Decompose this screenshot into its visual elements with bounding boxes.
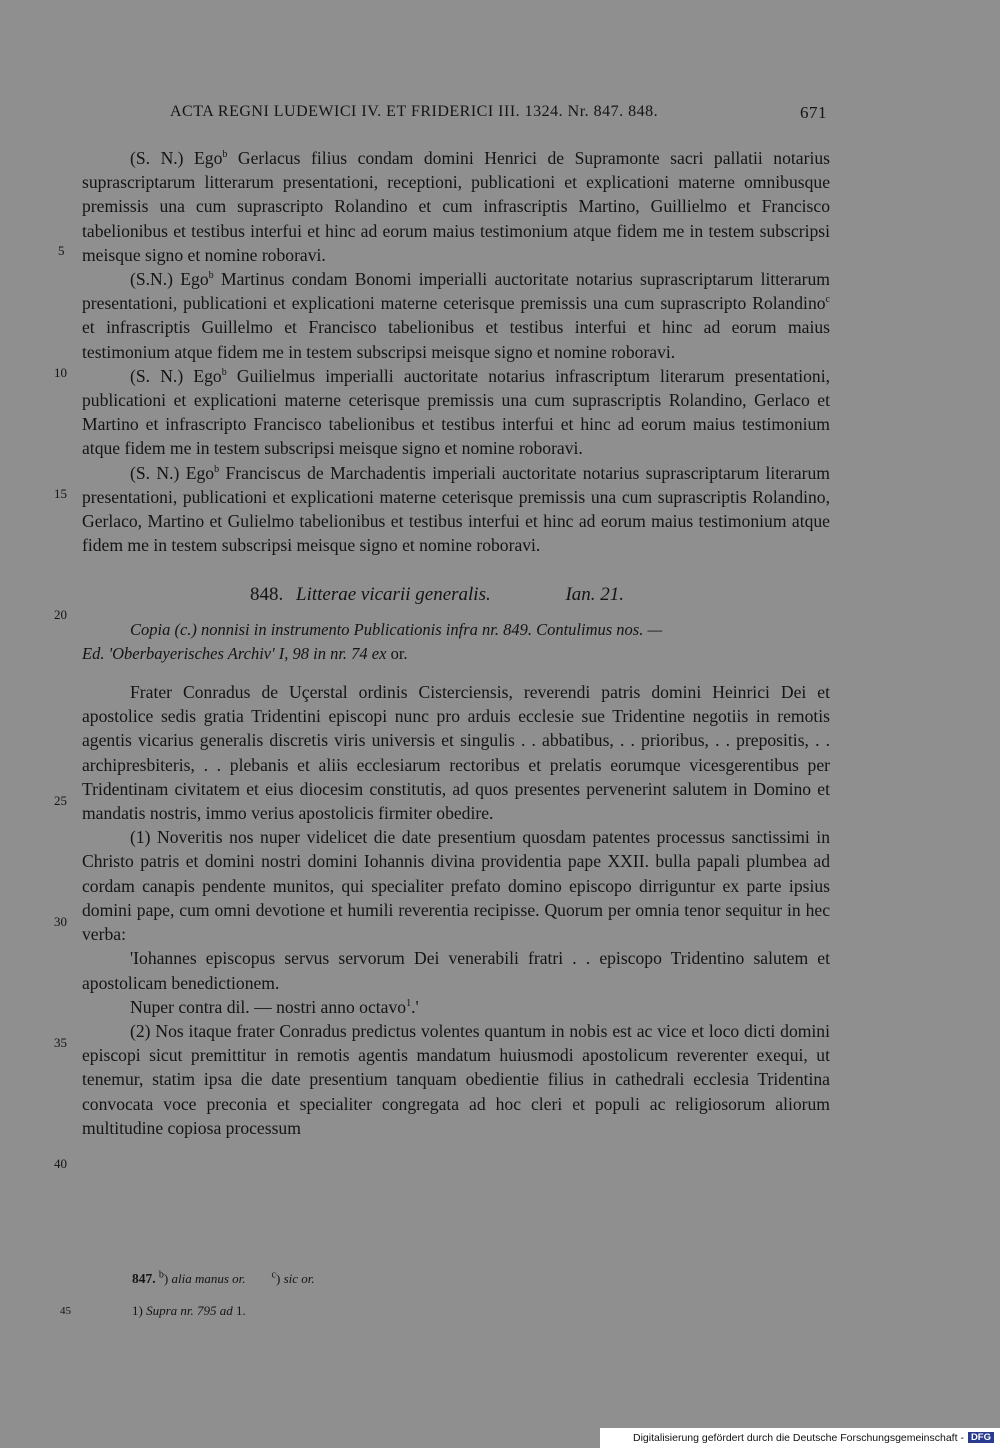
line-number-20: 20 bbox=[54, 607, 67, 622]
paragraph-2: (2) Nos itaque frater Conradus predictus volentes quantum in nobis est ac vice et loco dicti domini episcopi sicut premittitur in remotis agentis mandatum huiusmodi apostolicum reverenter exequi, ut tenemur, statim ipsa die date presentium tanquam obedientie filius in cathedrali ecclesia Tridentina convocata voce preconia et specialiter congregata ad hoc cleri et populi ac religiosorum aliorum multitudine copiosa processum bbox=[82, 1020, 830, 1138]
line-number-35: 35 bbox=[54, 1035, 67, 1050]
line-number-5: 5 bbox=[58, 243, 65, 258]
footnote-847: 847. $^b$) alia manus or. $^c$) sic or. bbox=[132, 1269, 315, 1286]
running-title: ACTA REGNI LUDEWICI IV. ET FRIDERICI III. 1324. Nr. 847. 848. bbox=[170, 103, 659, 120]
subscription-franciscus: (S. N.) Ego$^b$ Franciscus de Marchadentis imperiali auctoritate notarius suprascriptarum literarum presentationi, publicationi et explicationi materne ceterisque premissis una cum suprascriptis Rolandino, Gerlaco, Martino et Gulielmo tabelionibus et testibus interfui et hinc ad eorum maius testimonium atque fidem me in testem subscripsi meisque signo et nomine roboravi. bbox=[82, 462, 830, 556]
line-number-25: 25 bbox=[54, 793, 67, 808]
credit-text: Digitalisierung gefördert durch die Deutsche Forschungsgemeinschaft - bbox=[633, 1432, 964, 1444]
footnote-1: 45 1) Supra nr. 795 ad 1. bbox=[60, 1303, 246, 1318]
dfg-logo: DFG bbox=[968, 1432, 994, 1443]
quotation-incipit: Nuper contra dil. — nostri anno octavo$^1$.' bbox=[130, 996, 419, 1017]
document-number: 848. bbox=[250, 584, 284, 606]
quotation-address: 'Iohannes episcopus servus servorum Dei venerabili fratri . . episcopo Tridentino salutem et apostolicam benedictionem. bbox=[82, 948, 830, 993]
document-title: Litterae vicarii generalis. bbox=[296, 584, 491, 606]
document-848-heading bbox=[82, 583, 830, 607]
source-note bbox=[82, 618, 830, 666]
subscription-gerlacus: (S. N.) Ego$^b$ Gerlacus filius condam domini Henrici de Supramonte sacri pallatii notarius suprascriptarum litterarum presentationi, receptioni, publicationi et explicationi materne omnibusque premissis una cum suprascripto Rolandino et cum infrascriptis Martino, Guillielmo et Francisco tabelionibus et testibus interfui et hinc ad eorum maius testimonium atque fidem me in testem subscripsi meisque signo et nomine roboravi. bbox=[82, 148, 830, 265]
paragraph-intitulatio: Frater Conradus de Uçerstal ordinis Cisterciensis, reverendi patris domini Heinrici Dei et apostolice sedis gratia Tridentini episcopi nunc pro arduis ecclesie sue Tridentine negotiis in remotis agentis vicarius generalis discretis viris universis et singulis . . abbatibus, . . prioribus, . . prepositis, . . archipresbiteris, . . plebanis et aliis ecclesiarum rectoribus et prelatis eorumque vicesgerentibus per Tridentinam civitatem et eius diocesim constitutis, ad quos presentes pervenerint salutem in Domino et mandatis nostris, immo verius apostolicis firmiter obedire. bbox=[82, 682, 830, 824]
subscription-martinus: (S.N.) Ego$^b$ Martinus condam Bonomi imperialli auctoritate notarius suprascriptarum litterarum presentationi, publicationi et explicationi materne ceterisque premissis una cum suprascripto Rolandino$^c$ et infrascriptis Guillelmo et Francisco tabelionibus et testibus interfui et hinc ad eorum maius testimonium atque fidem me in testem subscripsi meisque signo et nomine roboravi. bbox=[82, 269, 830, 362]
paragraph-1: (1) Noveritis nos nuper videlicet die date presentium quosdam patentes processus sanctissimi in Christo patris et domini nostri domini Iohannis divina providentia pape XXII. bulla papali plumbea ad cordam canapis pendente munitos, qui specialiter prefato domino episcopo dirriguntur ex parte ipsius domini pape, cum omni devotione et humili reverentia recipisse. Quorum per omnia tenor sequitur in hec verba: bbox=[82, 827, 830, 945]
main-text bbox=[82, 146, 830, 1140]
source-line-2: Ed. 'Oberbayerisches Archiv' I, 98 in nr. 74 ex or. bbox=[82, 643, 408, 663]
document-date: Ian. 21. bbox=[565, 584, 625, 606]
line-number-15: 15 bbox=[54, 486, 67, 501]
subscription-guilielmus: (S. N.) Ego$^b$ Guilielmus imperialli auctoritate notarius infrascriptum literarum presentationi, publicationi et explicationi materne ceterisque premissis una cum suprascriptis Rolandino, Gerlaco et Martino et infrascripto Francisco tabelionibus et testibus interfui et hinc ad eorum maius testimonium atque fidem me in testem subscripsi meisque signo et nomine roboravi. bbox=[82, 365, 830, 459]
source-line-1: Copia (c.) nonnisi in instrumento Publicationis infra nr. 849. Contulimus nos. — bbox=[130, 619, 663, 639]
line-number-10: 10 bbox=[54, 365, 67, 380]
line-number-30: 30 bbox=[54, 914, 67, 929]
digitization-credit bbox=[600, 1428, 1000, 1448]
page-number: 671 bbox=[800, 103, 827, 122]
line-number-40: 40 bbox=[54, 1156, 67, 1171]
footnotes bbox=[60, 1269, 732, 1320]
